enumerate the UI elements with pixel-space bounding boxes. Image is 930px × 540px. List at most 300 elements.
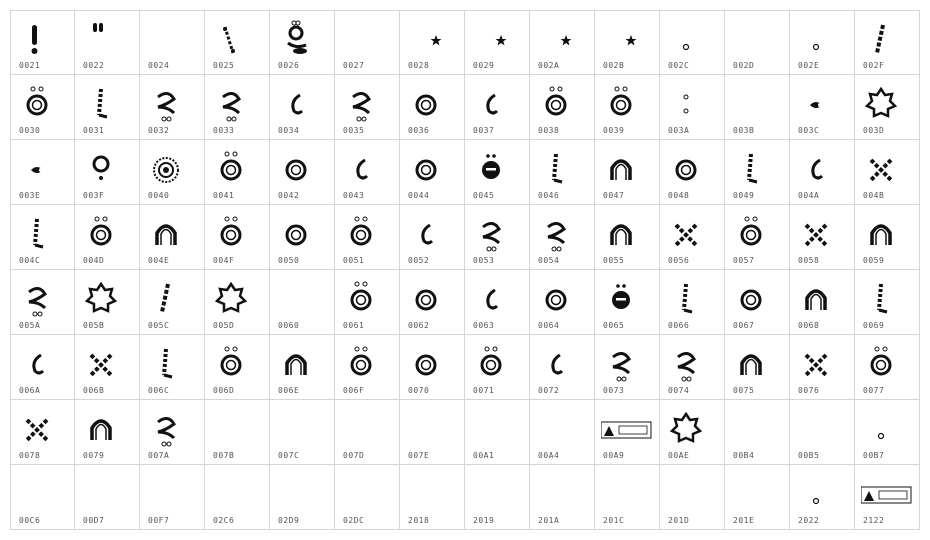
glyph-code-label: 02C6 [213,516,235,525]
percent-icon [211,19,251,59]
empty-glyph [731,408,771,448]
dot-icon [666,19,706,59]
glyph-cell[interactable] [10,205,75,270]
ring-icon [406,148,446,188]
glyph-code-label: 0030 [19,126,41,135]
swirl-icon [211,83,251,123]
glyph-cell[interactable] [270,10,335,75]
glyph-cell[interactable] [660,75,725,140]
ring-dots-icon [211,148,251,188]
glyph-code-label: 002D [733,61,755,70]
glyph-cell[interactable] [660,465,725,530]
star-burst-icon [666,408,706,448]
glyph-cell[interactable] [595,465,660,530]
glyph-code-label: 003C [798,126,820,135]
empty-glyph [406,473,446,513]
glyph-cell[interactable] [205,465,270,530]
glyph-code-label: 0074 [668,386,690,395]
glyph-cell[interactable] [725,465,790,530]
double-quote-icon [81,19,121,59]
ring-icon [276,148,316,188]
glyph-code-label: 003A [668,126,690,135]
ring-dots-icon [471,343,511,383]
glyph-cell[interactable] [140,140,205,205]
glyph-code-label: 002A [538,61,560,70]
glyph-code-label: 004F [213,256,235,265]
swirl-icon [601,343,641,383]
empty-glyph [81,473,121,513]
glyph-cell[interactable] [790,400,855,465]
ring-icon [406,83,446,123]
glyph-cell[interactable] [400,270,465,335]
glyph-cell[interactable] [270,205,335,270]
star-burst-icon [861,83,901,123]
glyph-code-label: 00B4 [733,451,755,460]
glyph-cell[interactable] [530,400,595,465]
glyph-cell[interactable] [205,10,270,75]
glyph-code-label: 003B [733,126,755,135]
glyph-cell[interactable] [140,400,205,465]
ring-dots-icon [601,83,641,123]
stripe-icon [666,278,706,318]
ring-icon [536,278,576,318]
glyph-code-label: 0060 [278,321,300,330]
glyph-cell[interactable] [530,10,595,75]
glyph-code-label: 2122 [863,516,885,525]
glyph-cell[interactable] [595,75,660,140]
glyph-cell[interactable] [10,465,75,530]
glyph-cell[interactable] [790,335,855,400]
glyph-code-label: 0076 [798,386,820,395]
glyph-code-label: 2019 [473,516,495,525]
glyph-cell[interactable] [530,335,595,400]
swirl-icon [536,213,576,253]
star-burst-icon [81,278,121,318]
glyph-cell[interactable] [10,10,75,75]
glyph-code-label: 007A [148,451,170,460]
glyph-code-label: 00A4 [538,451,560,460]
crescent-star-icon [601,19,641,59]
glyph-code-label: 003D [863,126,885,135]
hook-icon [536,343,576,383]
glyph-cell[interactable] [465,10,530,75]
glyph-cell[interactable] [400,205,465,270]
glyph-cell[interactable] [10,75,75,140]
ring-dots-icon [861,343,901,383]
glyph-code-label: 0072 [538,386,560,395]
empty-glyph [341,473,381,513]
ring-dots-icon [341,278,381,318]
glyph-code-label: 0026 [278,61,300,70]
empty-glyph [796,408,836,448]
stripe-icon [731,148,771,188]
glyph-cell[interactable] [400,75,465,140]
glyph-code-label: 0057 [733,256,755,265]
glyph-cell[interactable] [660,140,725,205]
swirl-icon [146,83,186,123]
glyph-cell[interactable] [10,335,75,400]
glyph-cell[interactable] [530,465,595,530]
glyph-cell[interactable] [400,10,465,75]
stripe-icon [861,278,901,318]
stripe-icon [146,343,186,383]
glyph-code-label: 0021 [19,61,41,70]
glyph-code-label: 004D [83,256,105,265]
glyph-code-label: 00A1 [473,451,495,460]
glyph-code-label: 007D [343,451,365,460]
glyph-cell[interactable] [205,140,270,205]
arch-icon [861,213,901,253]
swirl-icon [341,83,381,123]
glyph-code-label: 002C [668,61,690,70]
glyph-cell[interactable] [400,400,465,465]
glyph-cell[interactable] [725,270,790,335]
glyph-code-label: 0027 [343,61,365,70]
glyph-code-label: 0070 [408,386,430,395]
glyph-cell[interactable] [465,75,530,140]
glyph-cell[interactable] [75,140,140,205]
glyph-cell[interactable] [140,205,205,270]
glyph-code-label: 006D [213,386,235,395]
glyph-cell[interactable] [270,270,335,335]
cross-icon [796,213,836,253]
glyph-code-label: 201C [603,516,625,525]
glyph-cell[interactable] [660,270,725,335]
cross-icon [796,343,836,383]
empty-glyph [601,473,641,513]
swirl-icon [146,408,186,448]
glyph-cell[interactable] [270,465,335,530]
ring-icon [276,213,316,253]
glyph-code-label: 0066 [668,321,690,330]
glyph-cell[interactable] [660,205,725,270]
glyph-cell[interactable] [790,140,855,205]
glyph-code-label: 007C [278,451,300,460]
glyph-code-label: 00F7 [148,516,170,525]
glyph-cell[interactable] [205,205,270,270]
glyph-cell[interactable] [140,270,205,335]
glyph-code-label: 005D [213,321,235,330]
glyph-code-label: 0051 [343,256,365,265]
empty-glyph [146,473,186,513]
swirl-icon [471,213,511,253]
glyph-cell[interactable] [725,400,790,465]
glyph-cell[interactable] [335,205,400,270]
glyph-cell[interactable] [465,400,530,465]
glyph-cell[interactable] [855,400,920,465]
glyph-code-label: 0061 [343,321,365,330]
glyph-cell[interactable] [855,270,920,335]
crescent-star-icon [406,19,446,59]
arch-icon [81,408,121,448]
crescent-star-icon [536,19,576,59]
glyph-cell[interactable] [855,205,920,270]
empty-glyph [146,19,186,59]
glyph-cell[interactable] [855,10,920,75]
glyph-code-label: 201E [733,516,755,525]
glyph-code-label: 004B [863,191,885,200]
glyph-cell[interactable] [335,270,400,335]
dot-icon [861,408,901,448]
glyph-cell[interactable] [140,10,205,75]
glyph-cell[interactable] [335,335,400,400]
glyph-cell[interactable] [335,140,400,205]
crescent-star-icon [471,19,511,59]
glyph-code-label: 0049 [733,191,755,200]
glyph-code-label: 005C [148,321,170,330]
glyph-cell[interactable] [855,335,920,400]
hook-icon [276,83,316,123]
sun-icon [146,148,186,188]
glyph-cell[interactable] [465,140,530,205]
glyph-code-label: 0022 [83,61,105,70]
glyph-cell[interactable] [790,205,855,270]
arch-icon [146,213,186,253]
glyph-cell[interactable] [205,75,270,140]
swirl-icon [666,343,706,383]
hook-icon [796,148,836,188]
ring-dots-icon [81,213,121,253]
glyph-code-label: 004A [798,191,820,200]
glyph-code-label: 0050 [278,256,300,265]
glyph-code-label: 005B [83,321,105,330]
glyph-cell[interactable] [855,140,920,205]
ampersand-icon [276,19,316,59]
glyph-cell[interactable] [855,75,920,140]
glyph-cell[interactable] [400,465,465,530]
ring-dots-icon [17,83,57,123]
glyph-cell[interactable] [10,140,75,205]
banner-logo-icon [601,408,641,448]
glyph-code-label: 002E [798,61,820,70]
glyph-code-label: 0079 [83,451,105,460]
small-flower-icon [796,83,836,123]
arch-icon [601,213,641,253]
glyph-cell[interactable] [10,270,75,335]
cross-icon [81,343,121,383]
glyph-cell[interactable] [335,400,400,465]
glyph-code-label: 0034 [278,126,300,135]
hook-icon [471,83,511,123]
glyph-cell[interactable] [660,400,725,465]
glyph-code-label: 0075 [733,386,755,395]
glyph-code-label: 006C [148,386,170,395]
ring-dots-icon [731,213,771,253]
glyph-cell[interactable] [140,465,205,530]
question-icon [81,148,121,188]
solid-e-icon [471,148,511,188]
glyph-code-label: 0068 [798,321,820,330]
glyph-cell[interactable] [725,335,790,400]
glyph-cell[interactable] [335,10,400,75]
glyph-code-label: 004E [148,256,170,265]
glyph-cell[interactable] [75,400,140,465]
glyph-code-label: 007E [408,451,430,460]
small-flower-icon [17,148,57,188]
slash-icon [861,19,901,59]
empty-glyph [731,19,771,59]
glyph-code-label: 00AE [668,451,690,460]
glyph-cell[interactable] [270,335,335,400]
glyph-code-label: 0033 [213,126,235,135]
glyph-cell[interactable] [140,75,205,140]
glyph-cell[interactable] [205,335,270,400]
hook-icon [406,213,446,253]
empty-glyph [276,473,316,513]
glyph-cell[interactable] [270,140,335,205]
glyph-cell[interactable] [335,75,400,140]
glyph-code-label: 00A9 [603,451,625,460]
glyph-cell[interactable] [595,270,660,335]
glyph-code-label: 0042 [278,191,300,200]
glyph-code-label: 2018 [408,516,430,525]
hook-icon [17,343,57,383]
glyph-code-label: 003E [19,191,41,200]
ring-dots-icon [341,343,381,383]
glyph-cell[interactable] [465,270,530,335]
glyph-cell[interactable] [75,10,140,75]
empty-glyph [211,408,251,448]
glyph-cell[interactable] [660,10,725,75]
glyph-code-label: 0036 [408,126,430,135]
glyph-code-label: 002B [603,61,625,70]
glyph-cell[interactable] [205,270,270,335]
glyph-code-label: 006F [343,386,365,395]
glyph-cell[interactable] [595,140,660,205]
glyph-cell[interactable] [790,270,855,335]
glyph-code-label: 0053 [473,256,495,265]
star-burst-icon [211,278,251,318]
glyph-cell[interactable] [75,270,140,335]
glyph-code-label: 0044 [408,191,430,200]
empty-glyph [731,83,771,123]
dot-icon [796,473,836,513]
empty-glyph [471,408,511,448]
glyph-cell[interactable] [725,75,790,140]
glyph-code-label: 0035 [343,126,365,135]
glyph-code-label: 0064 [538,321,560,330]
stripe-icon [17,213,57,253]
empty-glyph [536,473,576,513]
glyph-code-label: 201D [668,516,690,525]
glyph-cell[interactable] [465,205,530,270]
glyph-code-label: 201A [538,516,560,525]
glyph-code-label: 0065 [603,321,625,330]
glyph-cell[interactable] [10,400,75,465]
arch-icon [731,343,771,383]
glyph-code-label: 0054 [538,256,560,265]
glyph-code-label: 0078 [19,451,41,460]
empty-glyph [536,408,576,448]
ring-icon [731,278,771,318]
ring-icon [406,343,446,383]
glyph-code-label: 00D7 [83,516,105,525]
glyph-cell[interactable] [530,205,595,270]
glyph-code-label: 0069 [863,321,885,330]
glyph-code-label: 003F [83,191,105,200]
glyph-cell[interactable] [530,75,595,140]
glyph-cell[interactable] [595,205,660,270]
glyph-code-label: 0029 [473,61,495,70]
glyph-cell[interactable] [790,10,855,75]
glyph-cell[interactable] [75,465,140,530]
glyph-code-label: 2022 [798,516,820,525]
glyph-cell[interactable] [465,335,530,400]
empty-glyph [276,278,316,318]
glyph-cell[interactable] [75,75,140,140]
glyph-code-label: 0056 [668,256,690,265]
glyph-code-label: 0067 [733,321,755,330]
glyph-code-label: 0032 [148,126,170,135]
glyph-cell[interactable] [530,270,595,335]
glyph-code-label: 0071 [473,386,495,395]
glyph-code-label: 0073 [603,386,625,395]
glyph-cell[interactable] [270,75,335,140]
glyph-cell[interactable] [75,335,140,400]
arch-icon [601,148,641,188]
glyph-code-label: 0047 [603,191,625,200]
glyph-code-label: 006A [19,386,41,395]
solid-e-icon [601,278,641,318]
glyph-code-label: 006E [278,386,300,395]
glyph-code-label: 00B7 [863,451,885,460]
hook-icon [341,148,381,188]
glyph-cell[interactable] [140,335,205,400]
glyph-cell[interactable] [725,10,790,75]
glyph-code-label: 0077 [863,386,885,395]
glyph-cell[interactable] [530,140,595,205]
ring-icon [666,148,706,188]
glyph-cell[interactable] [855,465,920,530]
glyph-cell[interactable] [400,335,465,400]
cross-icon [17,408,57,448]
hook-icon [471,278,511,318]
empty-glyph [406,408,446,448]
glyph-code-label: 0038 [538,126,560,135]
glyph-code-label: 0041 [213,191,235,200]
glyph-cell[interactable] [205,400,270,465]
glyph-cell[interactable] [725,205,790,270]
glyph-cell[interactable] [465,465,530,530]
glyph-cell[interactable] [660,335,725,400]
stripe-icon [536,148,576,188]
empty-glyph [276,408,316,448]
glyph-cell[interactable] [790,75,855,140]
dot-icon [796,19,836,59]
swirl-icon [17,278,57,318]
glyph-code-label: 0031 [83,126,105,135]
glyph-cell[interactable] [400,140,465,205]
stripe-icon [81,83,121,123]
glyph-cell[interactable] [335,465,400,530]
empty-glyph [666,473,706,513]
slash-icon [146,278,186,318]
glyph-code-label: 0058 [798,256,820,265]
glyph-code-label: 02D9 [278,516,300,525]
glyph-cell[interactable] [595,400,660,465]
glyph-cell[interactable] [595,10,660,75]
glyph-cell[interactable] [790,465,855,530]
glyph-cell[interactable] [270,400,335,465]
colon-icon [666,83,706,123]
glyph-cell[interactable] [75,205,140,270]
exclamation-icon [17,19,57,59]
glyph-code-label: 0062 [408,321,430,330]
glyph-cell[interactable] [595,335,660,400]
glyph-cell[interactable] [725,140,790,205]
glyph-code-label: 0048 [668,191,690,200]
glyph-code-label: 0045 [473,191,495,200]
